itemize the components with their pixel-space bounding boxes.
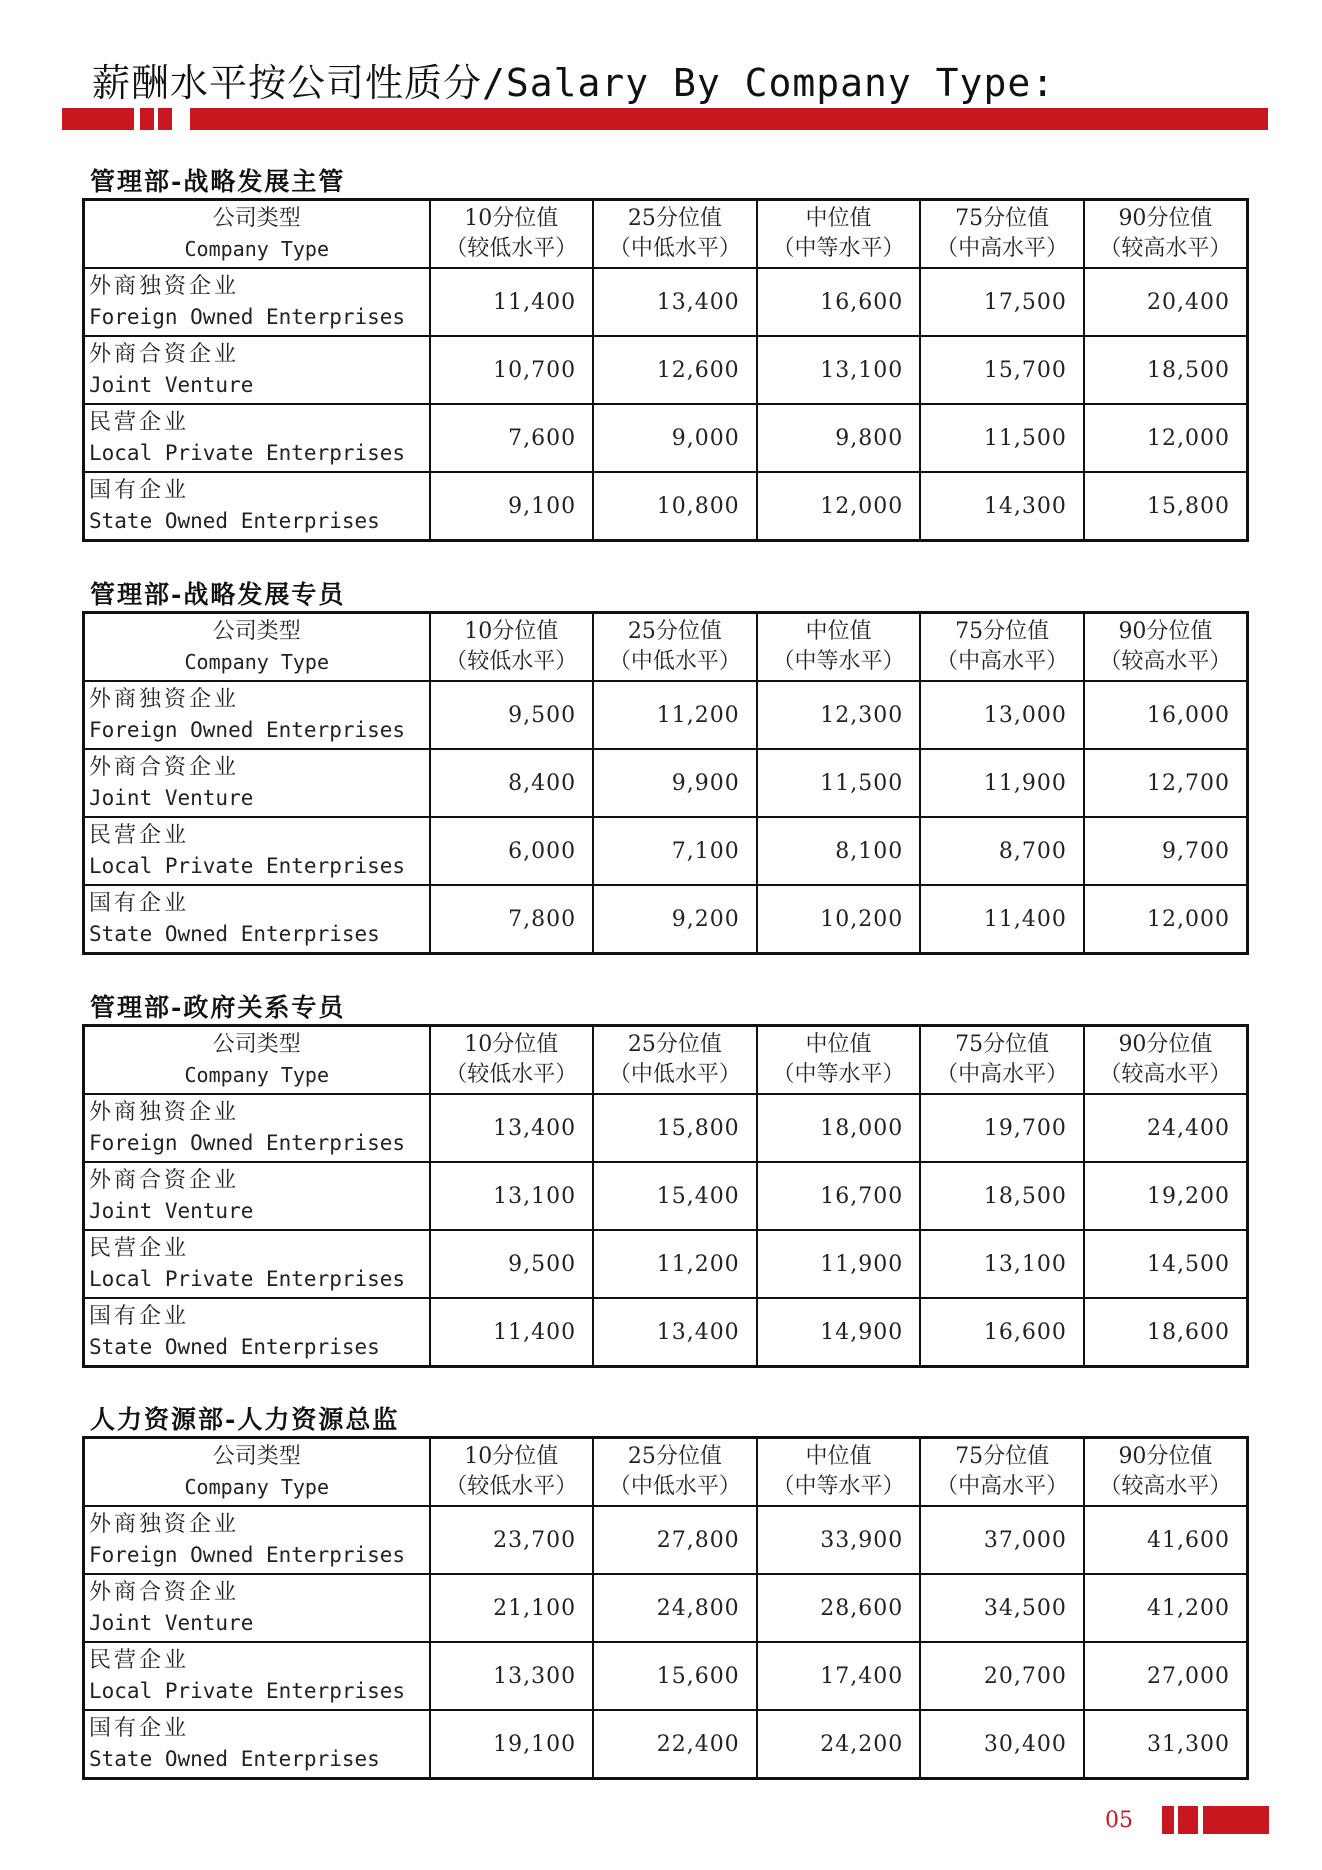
table-header-row (84, 1026, 1248, 1095)
value-cell: 7,100 (593, 817, 757, 885)
value-cell: 13,400 (430, 1094, 594, 1162)
header-company-type: 公司类型 Company Type (84, 200, 430, 269)
value-cell: 9,500 (430, 681, 594, 749)
title-bar-block-1 (62, 108, 134, 130)
value-cell: 20,700 (920, 1642, 1084, 1710)
salary-table (82, 1436, 1249, 1780)
salary-table (82, 1024, 1249, 1368)
value-cell: 18,500 (920, 1162, 1084, 1230)
page-title: 薪酬水平按公司性质分/Salary By Company Type: (92, 61, 1056, 105)
header-p75: 75分位值 （中高水平） (920, 1026, 1084, 1095)
table-row (84, 1230, 1248, 1298)
header-company-type: 公司类型 Company Type (84, 1026, 430, 1095)
value-cell: 14,500 (1084, 1230, 1248, 1298)
value-cell: 13,000 (920, 681, 1084, 749)
value-cell: 18,000 (757, 1094, 921, 1162)
header-p90: 90分位值 （较高水平） (1084, 613, 1248, 682)
company-type-cell: 外商合资企业 Joint Venture (84, 1574, 430, 1642)
value-cell: 33,900 (757, 1506, 921, 1574)
value-cell: 14,300 (920, 472, 1084, 541)
value-cell: 12,000 (1084, 885, 1248, 954)
header-p10: 10分位值 （较低水平） (430, 1438, 594, 1507)
company-type-cell: 民营企业 Local Private Enterprises (84, 817, 430, 885)
footer-bar-block-1 (1162, 1806, 1174, 1834)
value-cell: 13,300 (430, 1642, 594, 1710)
section-heading: 人力资源部-人力资源总监 (90, 1405, 400, 1434)
table-row (84, 817, 1248, 885)
value-cell: 12,300 (757, 681, 921, 749)
value-cell: 15,700 (920, 336, 1084, 404)
value-cell: 16,600 (920, 1298, 1084, 1367)
table-header-row (84, 1438, 1248, 1507)
header-p25: 25分位值 （中低水平） (593, 200, 757, 269)
header-p25: 25分位值 （中低水平） (593, 1438, 757, 1507)
value-cell: 17,500 (920, 268, 1084, 336)
value-cell: 12,700 (1084, 749, 1248, 817)
value-cell: 6,000 (430, 817, 594, 885)
value-cell: 11,500 (920, 404, 1084, 472)
company-type-cell: 外商独资企业 Foreign Owned Enterprises (84, 681, 430, 749)
value-cell: 13,100 (757, 336, 921, 404)
value-cell: 21,100 (430, 1574, 594, 1642)
value-cell: 24,400 (1084, 1094, 1248, 1162)
value-cell: 15,800 (1084, 472, 1248, 541)
section-heading: 管理部-政府关系专员 (90, 993, 346, 1022)
value-cell: 7,600 (430, 404, 594, 472)
company-type-cell: 国有企业 State Owned Enterprises (84, 885, 430, 954)
value-cell: 9,000 (593, 404, 757, 472)
value-cell: 20,400 (1084, 268, 1248, 336)
value-cell: 11,400 (920, 885, 1084, 954)
header-median: 中位值 （中等水平） (757, 200, 921, 269)
value-cell: 12,600 (593, 336, 757, 404)
table-row (84, 1298, 1248, 1367)
value-cell: 28,600 (757, 1574, 921, 1642)
page-number: 05 (1105, 1808, 1133, 1833)
value-cell: 7,800 (430, 885, 594, 954)
value-cell: 13,400 (593, 268, 757, 336)
value-cell: 9,700 (1084, 817, 1248, 885)
value-cell: 34,500 (920, 1574, 1084, 1642)
table-row (84, 681, 1248, 749)
value-cell: 11,400 (430, 268, 594, 336)
value-cell: 12,000 (1084, 404, 1248, 472)
value-cell: 10,700 (430, 336, 594, 404)
section-heading: 管理部-战略发展主管 (90, 167, 346, 196)
value-cell: 9,900 (593, 749, 757, 817)
value-cell: 27,000 (1084, 1642, 1248, 1710)
table-row (84, 268, 1248, 336)
company-type-cell: 外商独资企业 Foreign Owned Enterprises (84, 1506, 430, 1574)
footer-bar-block-2 (1178, 1806, 1198, 1834)
value-cell: 9,800 (757, 404, 921, 472)
header-p75: 75分位值 （中高水平） (920, 200, 1084, 269)
value-cell: 13,100 (920, 1230, 1084, 1298)
value-cell: 15,600 (593, 1642, 757, 1710)
header-p25: 25分位值 （中低水平） (593, 1026, 757, 1095)
table-row (84, 1506, 1248, 1574)
header-company-type: 公司类型 Company Type (84, 1438, 430, 1507)
value-cell: 23,700 (430, 1506, 594, 1574)
value-cell: 16,700 (757, 1162, 921, 1230)
value-cell: 9,100 (430, 472, 594, 541)
value-cell: 8,700 (920, 817, 1084, 885)
value-cell: 14,900 (757, 1298, 921, 1367)
value-cell: 9,200 (593, 885, 757, 954)
header-p25: 25分位值 （中低水平） (593, 613, 757, 682)
value-cell: 31,300 (1084, 1710, 1248, 1779)
value-cell: 16,000 (1084, 681, 1248, 749)
company-type-cell: 外商独资企业 Foreign Owned Enterprises (84, 1094, 430, 1162)
value-cell: 18,500 (1084, 336, 1248, 404)
value-cell: 19,200 (1084, 1162, 1248, 1230)
header-p90: 90分位值 （较高水平） (1084, 1026, 1248, 1095)
header-median: 中位值 （中等水平） (757, 1438, 921, 1507)
value-cell: 11,500 (757, 749, 921, 817)
value-cell: 15,800 (593, 1094, 757, 1162)
header-median: 中位值 （中等水平） (757, 1026, 921, 1095)
value-cell: 12,000 (757, 472, 921, 541)
company-type-cell: 外商合资企业 Joint Venture (84, 749, 430, 817)
value-cell: 41,200 (1084, 1574, 1248, 1642)
company-type-cell: 外商合资企业 Joint Venture (84, 336, 430, 404)
value-cell: 11,900 (757, 1230, 921, 1298)
company-type-cell: 国有企业 State Owned Enterprises (84, 1710, 430, 1779)
header-p10: 10分位值 （较低水平） (430, 1026, 594, 1095)
value-cell: 11,900 (920, 749, 1084, 817)
company-type-cell: 国有企业 State Owned Enterprises (84, 1298, 430, 1367)
header-p75: 75分位值 （中高水平） (920, 1438, 1084, 1507)
table-row (84, 1094, 1248, 1162)
value-cell: 11,400 (430, 1298, 594, 1367)
company-type-cell: 民营企业 Local Private Enterprises (84, 1230, 430, 1298)
value-cell: 11,200 (593, 1230, 757, 1298)
title-bar-block-4 (190, 108, 1268, 130)
value-cell: 18,600 (1084, 1298, 1248, 1367)
value-cell: 17,400 (757, 1642, 921, 1710)
table-row (84, 336, 1248, 404)
value-cell: 41,600 (1084, 1506, 1248, 1574)
table-row (84, 404, 1248, 472)
value-cell: 10,200 (757, 885, 921, 954)
footer-bar-block-3 (1203, 1806, 1269, 1834)
value-cell: 11,200 (593, 681, 757, 749)
value-cell: 19,700 (920, 1094, 1084, 1162)
value-cell: 10,800 (593, 472, 757, 541)
value-cell: 22,400 (593, 1710, 757, 1779)
company-type-cell: 外商合资企业 Joint Venture (84, 1162, 430, 1230)
table-header-row (84, 200, 1248, 269)
table-row (84, 1574, 1248, 1642)
table-row (84, 1710, 1248, 1779)
company-type-cell: 民营企业 Local Private Enterprises (84, 1642, 430, 1710)
company-type-cell: 外商独资企业 Foreign Owned Enterprises (84, 268, 430, 336)
section-heading: 管理部-战略发展专员 (90, 580, 346, 609)
table-row (84, 1642, 1248, 1710)
table-row (84, 749, 1248, 817)
table-row (84, 885, 1248, 954)
value-cell: 19,100 (430, 1710, 594, 1779)
value-cell: 24,800 (593, 1574, 757, 1642)
value-cell: 37,000 (920, 1506, 1084, 1574)
title-bar-block-2 (140, 108, 154, 130)
value-cell: 9,500 (430, 1230, 594, 1298)
value-cell: 16,600 (757, 268, 921, 336)
header-p10: 10分位值 （较低水平） (430, 613, 594, 682)
table-header-row (84, 613, 1248, 682)
value-cell: 8,100 (757, 817, 921, 885)
value-cell: 13,400 (593, 1298, 757, 1367)
company-type-cell: 民营企业 Local Private Enterprises (84, 404, 430, 472)
header-company-type: 公司类型 Company Type (84, 613, 430, 682)
value-cell: 8,400 (430, 749, 594, 817)
salary-table (82, 611, 1249, 955)
company-type-cell: 国有企业 State Owned Enterprises (84, 472, 430, 541)
table-row (84, 1162, 1248, 1230)
value-cell: 30,400 (920, 1710, 1084, 1779)
table-row (84, 472, 1248, 541)
salary-table (82, 198, 1249, 542)
value-cell: 24,200 (757, 1710, 921, 1779)
header-p75: 75分位值 （中高水平） (920, 613, 1084, 682)
value-cell: 13,100 (430, 1162, 594, 1230)
header-p90: 90分位值 （较高水平） (1084, 1438, 1248, 1507)
header-p90: 90分位值 （较高水平） (1084, 200, 1248, 269)
title-bar-block-3 (158, 108, 172, 130)
header-p10: 10分位值 （较低水平） (430, 200, 594, 269)
value-cell: 27,800 (593, 1506, 757, 1574)
header-median: 中位值 （中等水平） (757, 613, 921, 682)
value-cell: 15,400 (593, 1162, 757, 1230)
